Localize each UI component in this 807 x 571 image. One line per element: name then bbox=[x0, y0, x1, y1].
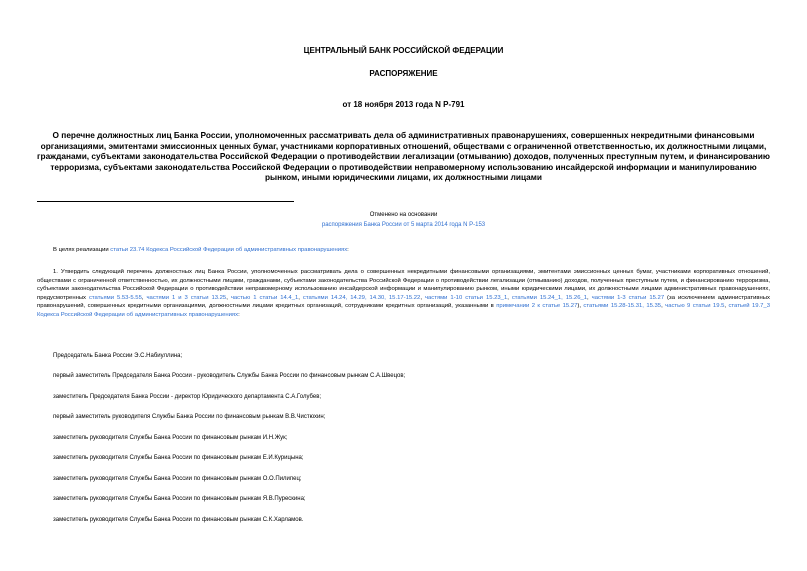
link-15-23-1[interactable]: частями 1-10 статьи 15.23_1 bbox=[424, 294, 508, 301]
intro-paragraph bbox=[37, 246, 770, 255]
link-15-27[interactable]: частями 1-3 статьи 15.27 bbox=[591, 294, 665, 301]
list-item: заместитель руководителя Службы Банка России по финансовым рынкам О.О.Пилипец; bbox=[53, 476, 302, 482]
cancelled-note: Отменено на основании bbox=[369, 212, 438, 218]
p1-sep: , bbox=[298, 294, 303, 301]
link-5-53-5-55[interactable]: статьями 5.53-5.55 bbox=[88, 294, 142, 301]
org-heading: ЦЕНТРАЛЬНЫЙ БАНК РОССИЙСКОЙ ФЕДЕРАЦИИ bbox=[303, 46, 504, 55]
link-15-28-15-35[interactable]: статьями 15.28-15.31, 15.35 bbox=[583, 303, 662, 309]
link-15-24-1-15-26-1[interactable]: статьями 15.24_1, 15.26_1 bbox=[511, 294, 588, 301]
p1-sep: ), bbox=[577, 303, 584, 309]
p1-sep: , bbox=[661, 303, 666, 309]
p1-sep: , bbox=[587, 294, 592, 301]
p1-sep: , bbox=[507, 294, 512, 301]
p1-sep: , bbox=[141, 294, 147, 301]
p1-sep: , bbox=[724, 303, 729, 309]
p1-sep: , bbox=[420, 294, 425, 301]
list-item: заместитель руководителя Службы Банка России по финансовым рынкам Е.И.Курицына; bbox=[53, 455, 304, 461]
doc-type-heading: РАСПОРЯЖЕНИЕ bbox=[369, 69, 438, 78]
cancel-basis-line bbox=[37, 221, 770, 229]
list-item: заместитель руководителя Службы Банка России по финансовым рынкам И.Н.Жук; bbox=[53, 435, 288, 441]
separator-line bbox=[37, 201, 294, 202]
p1-sep: , bbox=[226, 294, 231, 301]
link-14-4-1[interactable]: частью 1 статьи 14.4_1 bbox=[230, 294, 299, 301]
link-13-25[interactable]: частями 1 и 3 статьи 13.25 bbox=[146, 294, 227, 301]
intro-prefix: В целях реализации bbox=[53, 247, 111, 253]
cancel-basis-link[interactable]: распоряжения Банка России от 5 марта 2014 года N Р-153 bbox=[321, 222, 486, 228]
link-note-2-15-27[interactable]: примечании 2 к статье 15.27 bbox=[496, 303, 578, 309]
point-1-paragraph bbox=[37, 268, 770, 319]
p1-text: 1. Утвердить следующий перечень должностных лиц Банка России, уполномоченных рассматривать дела о совершенных некредитными финансовыми организациями, эмитентами эмиссионных ценных бумаг, участниками корпоративных отношений, обществами с ограниченной ответственностью, их должностными лицами, гражданами, субъектами законодательства Российской Федерации о противодействии легализации (отмыванию) доходов, полученных преступным путем, и финансированию терроризма, субъектами законодательства Российской Федерации о противодействии неправомерному использованию инсайдерской информации и манипулированию рынком, иными юридическими лицами, их должностными лицами административных правонарушениях, предусмотренных bbox=[37, 269, 770, 301]
article-23-74-link[interactable]: статьи 23.74 Кодекса Российской Федерации об административных правонарушениях bbox=[110, 247, 348, 253]
list-item: первый заместитель руководителя Службы Банка России по финансовым рынкам В.В.Чистюхин; bbox=[53, 414, 326, 420]
list-item: первый заместитель Председателя Банка России - руководитель Службы Банка России по финансовым рынкам С.А.Швецов; bbox=[53, 373, 406, 379]
intro-suffix: : bbox=[347, 247, 349, 253]
list-item: заместитель руководителя Службы Банка России по финансовым рынкам С.К.Харламов. bbox=[53, 517, 304, 523]
list-item: Председатель Банка России Э.С.Набиуллина; bbox=[53, 353, 183, 359]
link-19-5[interactable]: частью 9 статьи 19.5 bbox=[665, 303, 725, 309]
date-number-heading: от 18 ноября 2013 года N Р-791 bbox=[342, 100, 465, 109]
p1-sep: : bbox=[238, 311, 240, 318]
link-14-24-15-22[interactable]: статьями 14.24, 14.29, 14.30, 15.17-15.22 bbox=[302, 294, 421, 301]
link-19-7-3[interactable]: статьей 19.7_3 Кодекса Российской Федерации об административных правонарушениях bbox=[37, 303, 770, 318]
list-item: заместитель Председателя Банка России - директор Юридического департамента С.А.Голубев; bbox=[53, 394, 322, 400]
list-item: заместитель руководителя Службы Банка России по финансовым рынкам Я.В.Пурескина; bbox=[53, 496, 306, 502]
p1-text: (за исключением административных правонарушений, совершенных кредитными организациями, должностными лицами кредитных организаций, сотрудниками кредитных организаций, указанными в bbox=[37, 294, 770, 309]
document-title: О перечне должностных лиц Банка России, уполномоченных рассматривать дела об административных правонарушениях, совершенных некредитными финансовыми организациями, эмитентами эмиссионных ценных бумаг, участниками корпоративных отношений, обществами с ограниченной ответственностью, их должностными лицами, гражданами, субъектами законодательства Российской Федерации о противодействии легализации (отмыванию) доходов, полученных преступным путем, и финансированию терроризма, субъектами законодательства Российской Федерации о противодействии неправомерному использованию инсайдерской информации и манипулированию рынком, иными юридическими лицами, их должностными лицами bbox=[37, 130, 770, 183]
